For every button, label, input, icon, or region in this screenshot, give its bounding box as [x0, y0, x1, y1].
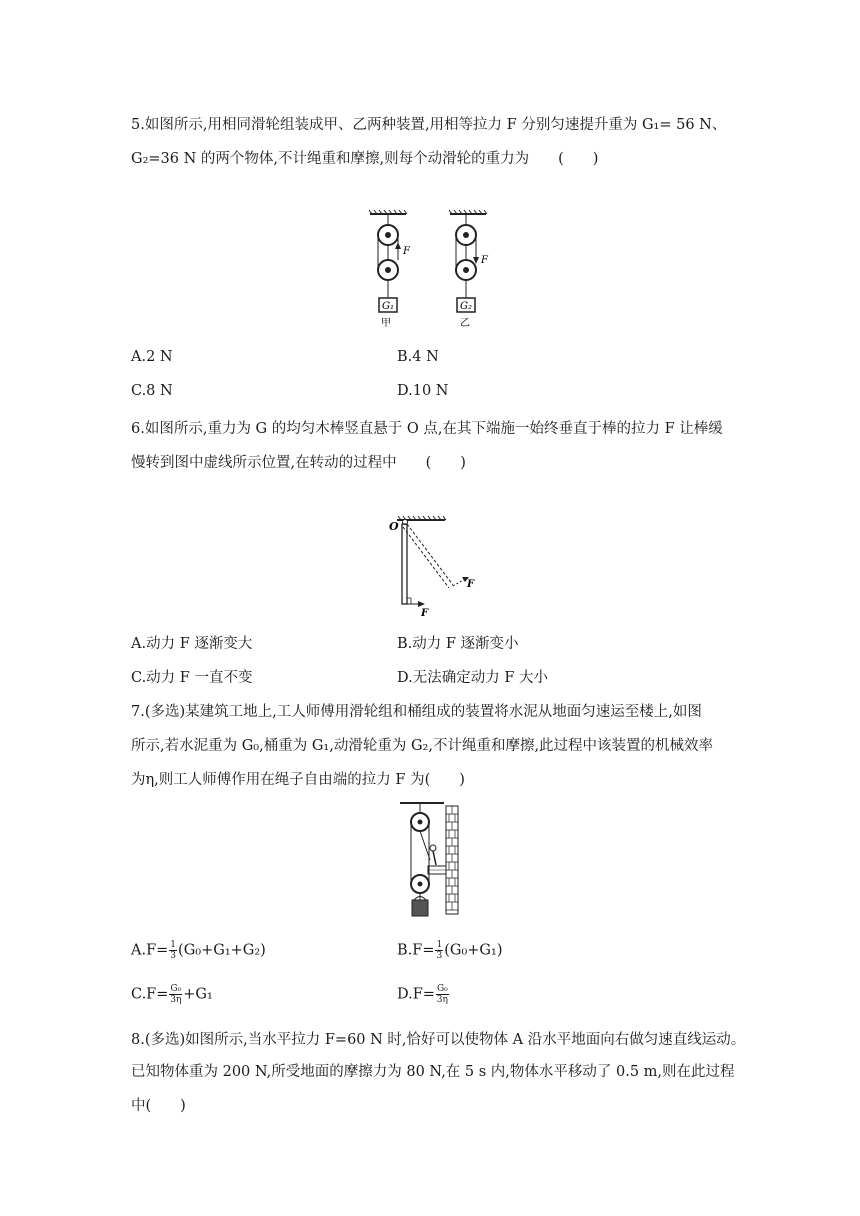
q7-option-d-denominator: 3η: [436, 995, 448, 1005]
q5-weight-label-g2: G₂: [460, 301, 472, 312]
q6-option-d[interactable]: D.无法确定动力 F 大小: [397, 670, 548, 686]
q7-option-d[interactable]: [397, 984, 450, 1005]
q6-option-c[interactable]: C.动力 F 一直不变: [131, 670, 253, 686]
q7-option-a-prefix: A.F=: [131, 942, 169, 959]
q6-pivot-label: O: [389, 520, 399, 533]
q7-option-c[interactable]: [131, 984, 213, 1005]
q5-force-label-jia: F: [403, 246, 410, 257]
q5-option-a[interactable]: A.2 N: [131, 349, 173, 365]
q7-option-b-prefix: B.F=: [397, 942, 435, 959]
q7-option-a-denominator: 3: [170, 951, 177, 961]
q7-option-b-numerator: 1: [436, 940, 443, 950]
q7-stem-line1: 7.(多选)某建筑工地上,工人师傅用滑轮组和桶组成的装置将水泥从地面匀速运至楼上,如图: [131, 704, 702, 720]
q8-stem-line2: 已知物体重为 200 N,所受地面的摩擦力为 80 N,在 5 s 内,物体水平移动了 0.5 m,则在此过程: [131, 1064, 735, 1080]
q7-option-d-numerator: G₀: [436, 984, 448, 994]
q7-stem-line3: 为η,则工人师傅作用在绳子自由端的拉力 F 为( ): [131, 772, 465, 788]
q7-option-c-numerator: G₀: [170, 984, 182, 994]
q5-force-label-yi: F: [481, 255, 488, 266]
lever-figure-q6: [385, 512, 485, 620]
q5-option-b[interactable]: B.4 N: [397, 349, 439, 365]
q7-option-a-numerator: 1: [170, 940, 177, 950]
q7-option-b-suffix: (G₀+G₁): [444, 942, 503, 959]
q6-stem-line2: 慢转到图中虚线所示位置,在转动的过程中 ( ): [131, 455, 466, 471]
q7-option-a[interactable]: [131, 940, 266, 961]
q7-option-c-suffix: +G₁: [183, 986, 213, 1003]
q5-option-c[interactable]: C.8 N: [131, 383, 173, 399]
q6-stem-line1: 6.如图所示,重力为 G 的均匀木棒竖直悬于 O 点,在其下端施一始终垂直于棒的拉力 F 让棒缓: [131, 421, 723, 437]
q6-option-b[interactable]: B.动力 F 逐渐变小: [397, 636, 519, 652]
pulley-figure-q5: [360, 208, 510, 338]
q7-stem-line2: 所示,若水泥重为 G₀,桶重为 G₁,动滑轮重为 G₂,不计绳重和摩擦,此过程中该装置的机械效率: [131, 738, 714, 754]
q7-option-b-denominator: 3: [436, 951, 443, 961]
q5-weight-label-g1: G₁: [382, 301, 394, 312]
q5-stem-line2: G₂=36 N 的两个物体,不计绳重和摩擦,则每个动滑轮的重力为 ( ): [131, 151, 599, 167]
q7-option-b[interactable]: [397, 940, 502, 961]
q6-force-label-dashed: F: [467, 579, 475, 590]
q7-option-d-prefix: D.F=: [397, 986, 435, 1003]
q5-option-d[interactable]: D.10 N: [397, 383, 449, 399]
q8-stem-line3: 中( ): [131, 1098, 186, 1114]
q5-stem-line1: 5.如图所示,用相同滑轮组装成甲、乙两种装置,用相等拉力 F 分别匀速提升重为 G₁= 56 N、: [131, 117, 727, 133]
q5-caption-jia: 甲: [381, 318, 391, 329]
q7-option-c-prefix: C.F=: [131, 986, 169, 1003]
q7-option-a-suffix: (G₀+G₁+G₂): [178, 942, 266, 959]
q8-stem-line1: 8.(多选)如图所示,当水平拉力 F=60 N 时,恰好可以使物体 A 沿水平地面向右做匀速直线运动。: [131, 1032, 746, 1048]
q6-option-a[interactable]: A.动力 F 逐渐变大: [131, 636, 253, 652]
q6-force-label-bottom: F: [421, 608, 429, 619]
q5-caption-yi: 乙: [460, 318, 470, 329]
q7-option-c-denominator: 3η: [170, 995, 182, 1005]
construction-pulley-figure-q7: [400, 800, 464, 920]
